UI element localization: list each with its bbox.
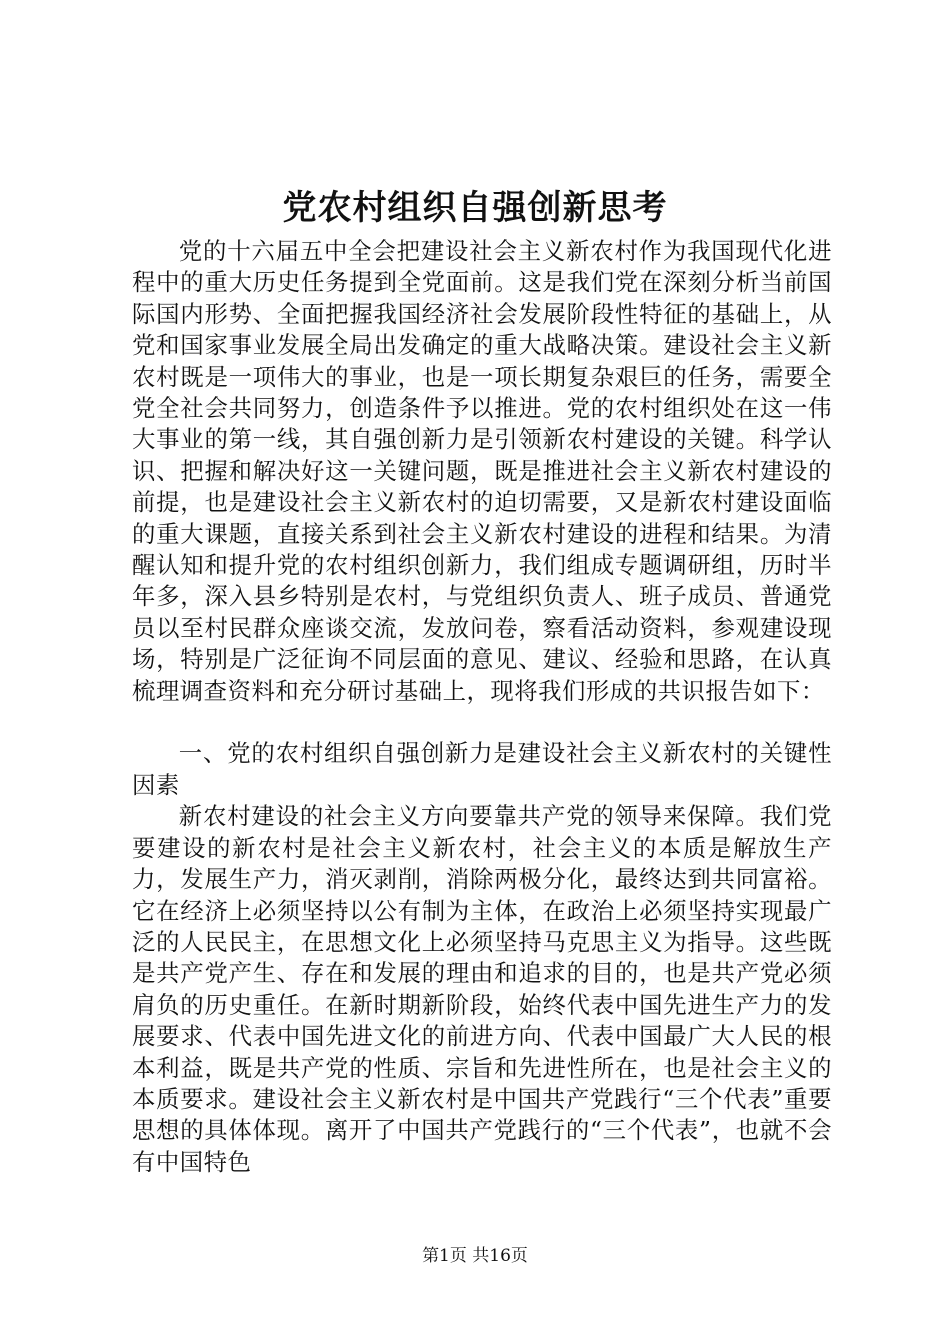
document-body xyxy=(132,236,832,1178)
intro-paragraph: 党的十六届五中全会把建设社会主义新农村作为我国现代化进程中的重大历史任务提到全党面前。这是我们党在深刻分析当前国际国内形势、全面把握我国经济社会发展阶段性特征的基础上，从党和国家事业发展全局出发确定的重大战略决策。建设社会主义新农村既是一项伟大的事业，也是一项长期复杂艰巨的任务，需要全党全社会共同努力，创造条件予以推进。党的农村组织处在这一伟大事业的第一线，其自强创新力是引领新农村建设的关键。科学认识、把握和解决好这一关键问题，既是推进社会主义新农村建设的前提，也是建设社会主义新农村的迫切需要，又是新农村建设面临的重大课题，直接关系到社会主义新农村建设的进程和结果。为清醒认知和提升党的农村组织创新力，我们组成专题调研组，历时半年多，深入县乡特别是农村，与党组织负责人、班子成员、普通党员以至村民群众座谈交流，发放问卷，察看活动资料，参观建设现场，特别是广泛征询不同层面的意见、建议、经验和思路，在认真梳理调查资料和充分研讨基础上，现将我们形成的共识报告如下： xyxy=(132,237,832,705)
section-heading: 一、党的农村组织自强创新力是建设社会主义新农村的关键性因素 xyxy=(132,739,832,799)
body-paragraph: 新农村建设的社会主义方向要靠共产党的领导来保障。我们党要建设的新农村是社会主义新农村，社会主义的本质是解放生产力，发展生产力，消灭剥削，消除两极分化，最终达到共同富裕。它在经济上必须坚持以公有制为主体，在政治上必须坚持实现最广泛的人民民主，在思想文化上必须坚持马克思主义为指导。这些既是共产党产生、存在和发展的理由和追求的目的，也是共产党必须肩负的历史重任。在新时期新阶段，始终代表中国先进生产力的发展要求、代表中国先进文化的前进方向、代表中国最广大人民的根本利益，既是共产党的性质、宗旨和先进性所在，也是社会主义的本质要求。建设社会主义新农村是中国共产党践行“三个代表”重要思想的具体体现。离开了中国共产党践行的“三个代表”，也就不会有中国特色 xyxy=(132,802,832,1176)
document-title: 党农村组织自强创新思考 xyxy=(282,188,668,228)
page-footer: 第1页 共16页 xyxy=(422,1246,528,1266)
